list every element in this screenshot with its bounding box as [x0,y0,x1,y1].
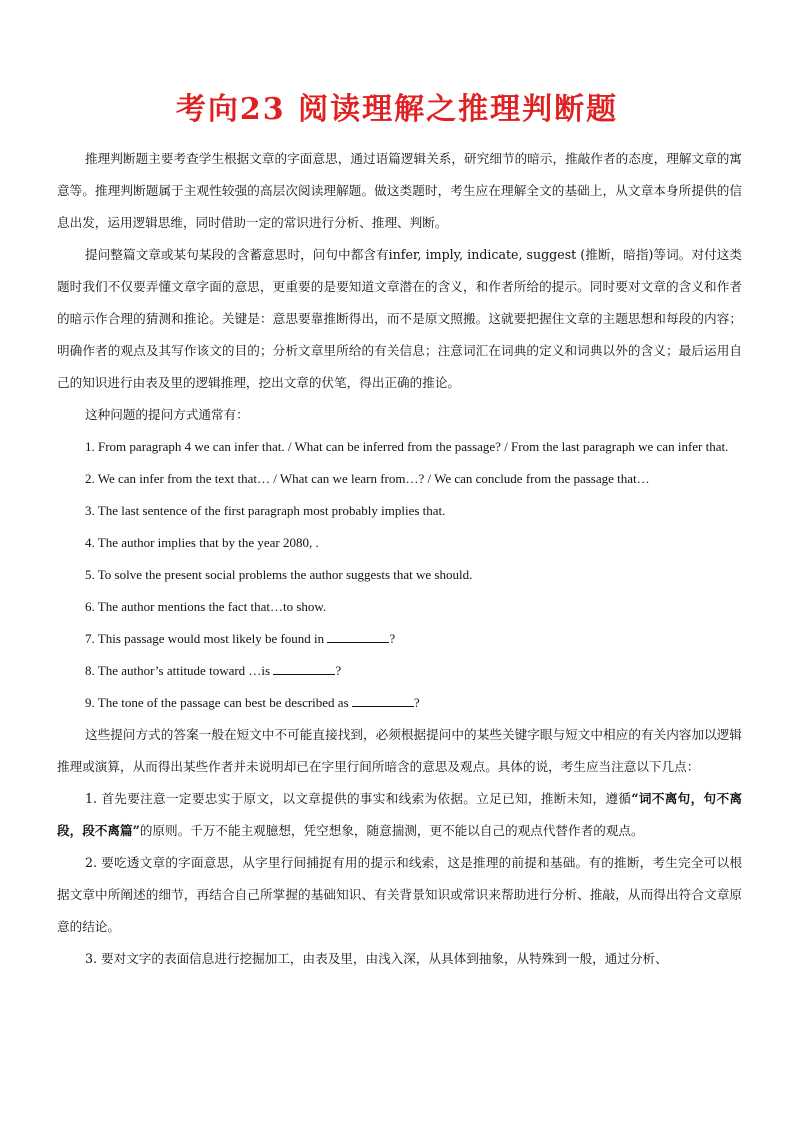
point-1-text-a: 1. 首先要注意一定要忠实于原文，以文章提供的事实和线索为依据。立足已知，推断未知，遵循 [85,791,632,806]
page-title: 考向23 阅读理解之推理判断题 [175,92,619,127]
answer-blank [352,694,414,707]
question-form-4: 4. The author implies that by the year 2080, . [85,535,319,550]
question-form-9-text: 9. The tone of the passage can best be described as [85,695,349,710]
point-1 [57,783,742,847]
intro-paragraph: 推理判断题主要考查学生根据文章的字面意思，通过语篇逻辑关系，研究细节的暗示，推敲作者的态度，理解文章的寓意等。推理判断题属于主观性较强的高层次阅读理解题。做这类题时，考生应在理解全文的基础上，从文章本身所提供的信息出发，运用逻辑思维，同时借助一定的常识进行分析、推理、判断。 [57,151,742,230]
answer-blank [273,662,335,675]
question-mark: ? [389,631,396,646]
question-form-5: 5. To solve the present social problems the author suggests that we should. [85,567,473,582]
point-1-emphasis: “词不离句，句不离段，段不离篇” [57,791,742,838]
point-2: 2. 要吃透文章的字面意思，从字里行间捕捉有用的提示和线索，这是推理的前提和基础。有的推断，考生完全可以根据文章中所阐述的细节，再结合自己所掌握的基础知识、有关背景知识或常识来帮助进行分析、推敲，从而得出符合文章原意的结论。 [57,855,742,934]
question-form-8 [57,655,742,687]
point-1-text-b: 的原则。千万不能主观臆想，凭空想象，随意揣测，更不能以自己的观点代替作者的观点。 [139,823,644,838]
question-form-7-text: 7. This passage would most likely be found in [85,631,325,646]
point-3: 3. 要对文字的表面信息进行挖掘加工，由表及里，由浅入深，从具体到抽象，从特殊到一般，通过分析、 [85,951,668,966]
question-form-9 [57,687,742,719]
question-mark: ? [335,663,342,678]
question-forms-heading: 这种问题的提问方式通常有： [85,407,249,422]
question-mark: ? [413,695,420,710]
question-form-1: 1. From paragraph 4 we can infer that. / What can be inferred from the passage? / From the last paragraph we can infer that. [85,439,729,454]
question-form-7 [57,623,742,655]
question-form-3: 3. The last sentence of the first paragraph most probably implies that. [85,503,446,518]
question-form-8-text: 8. The author’s attitude toward …is [85,663,271,678]
document-body [57,143,742,975]
question-form-2: 2. We can infer from the text that… / What can we learn from…? / We can conclude from the passage that… [85,471,650,486]
inference-paragraph: 提问整篇文章或某句某段的含蓄意思时，问句中都含有infer, imply, indicate, suggest (推断，暗指)等词。对付这类题时我们不仅要弄懂文章字面的意思，更重要的是要知道文章潜在的含义，和作者所给的提示。同时要对文章的含义和作者的暗示作合理的猜测和推论。关键是：意思要靠推断得出，而不是原文照搬。这就要把握住文章的主题思想和每段的内容；明确作者的观点及其写作该文的目的；分析文章里所给的有关信息；注意词汇在词典的定义和词典以外的含义；最后运用自己的知识进行由表及里的逻辑推理，挖出文章的伏笔，得出正确的推论。 [57,247,742,390]
answer-blank [327,630,389,643]
answer-strategy-paragraph: 这些提问方式的答案一般在短文中不可能直接找到，必须根据提问中的某些关键字眼与短文中相应的有关内容加以逻辑推理或演算，从而得出某些作者并未说明却已在字里行间所暗含的意思及观点。具体的说，考生应当注意以下几点： [57,727,742,774]
question-form-6: 6. The author mentions the fact that…to show. [85,599,327,614]
